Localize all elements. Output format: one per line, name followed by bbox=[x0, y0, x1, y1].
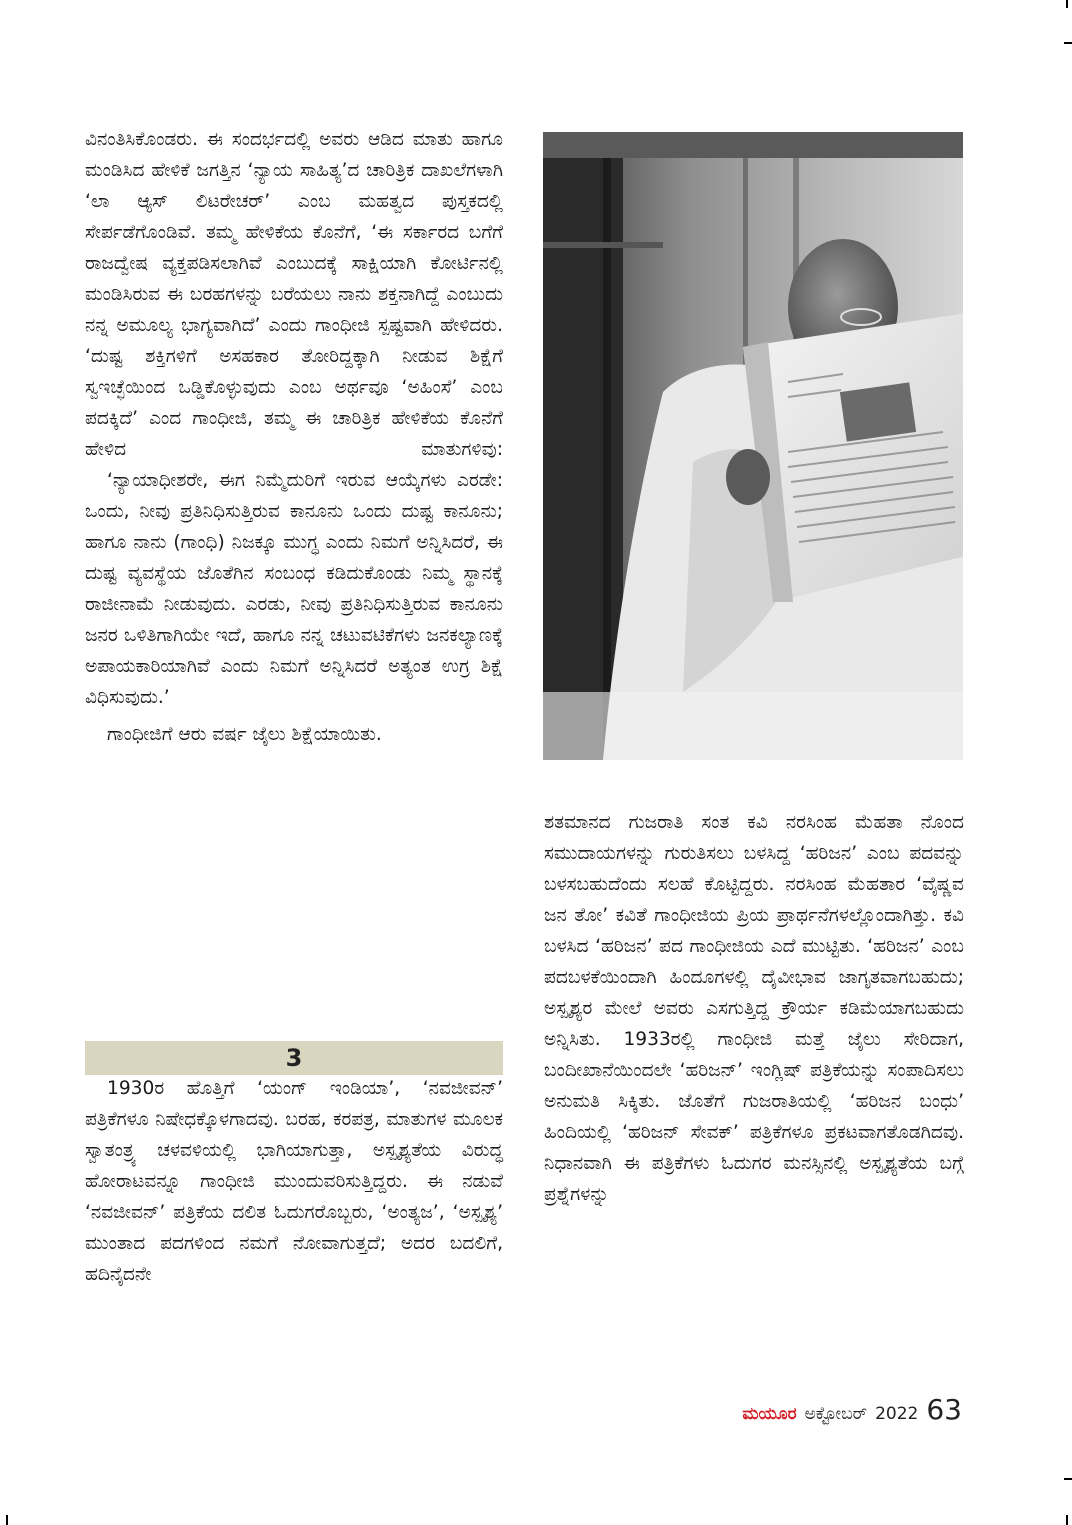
body-paragraph: 1930ರ ಹೊತ್ತಿಗೆ ‘ಯಂಗ್ ಇಂಡಿಯಾ’, ‘ನವಜೀವನ್’ ಪತ್ರಿಕೆಗಳೂ ನಿಷೇಧಕ್ಕೊಳಗಾದವು. ಬರಹ, ಕರಪತ್ರ, ಮಾತುಗಳ ಮೂಲಕ ಸ್ವಾತಂತ್ರ್ಯ ಚಳವಳಿಯಲ್ಲಿ ಭಾಗಿಯಾಗುತ್ತಾ, ಅಸ್ಪೃಶ್ಯತೆಯ ವಿರುದ್ಧ ಹೋರಾಟವನ್ನೂ ಗಾಂಧೀಜಿ ಮುಂದುವರಿಸುತ್ತಿದ್ದರು. ಈ ನಡುವೆ ‘ನವಜೀವನ್’ ಪತ್ರಿಕೆಯ ದಲಿತ ಓದುಗರೊಬ್ಬರು, ‘ಅಂತ್ಯಜ’, ‘ಅಸ್ಪೃಶ್ಯ’ ಮುಂತಾದ ಪದಗಳಿಂದ ನಮಗೆ ನೋವಾಗುತ್ತದೆ; ಅದರ ಬದಲಿಗೆ, ಹದಿನೈದನೇ bbox=[85, 1078, 503, 1285]
page-footer bbox=[742, 1393, 962, 1427]
body-paragraph: ವಿನಂತಿಸಿಕೊಂಡರು. ಈ ಸಂದರ್ಭದಲ್ಲಿ ಅವರು ಆಡಿದ ಮಾತು ಹಾಗೂ ಮಂಡಿಸಿದ ಹೇಳಿಕೆ ಜಗತ್ತಿನ ‘ನ್ಯಾಯ ಸಾಹಿತ್ಯ’ದ ಚಾರಿತ್ರಿಕ ದಾಖಲೆಗಳಾಗಿ ‘ಲಾ ಆ್ಯಸ್ ಲಿಟರೇಚರ್’ ಎಂಬ ಮಹತ್ವದ ಪುಸ್ತಕದಲ್ಲಿ ಸೇರ್ಪಡೆಗೊಂಡಿವೆ. ತಮ್ಮ ಹೇಳಿಕೆಯ ಕೊನೆಗೆ, ‘ಈ ಸರ್ಕಾರದ ಬಗೆಗೆ ರಾಜದ್ವೇಷ ವ್ಯಕ್ತಪಡಿಸಲಾಗಿವೆ ಎಂಬುದಕ್ಕೆ ಸಾಕ್ಷಿಯಾಗಿ ಕೋರ್ಟಿನಲ್ಲಿ ಮಂಡಿಸಿರುವ ಈ ಬರಹಗಳನ್ನು ಬರೆಯಲು ನಾನು ಶಕ್ತನಾಗಿದ್ದೆ ಎಂಬುದು ನನ್ನ ಅಮೂಲ್ಯ ಭಾಗ್ಯವಾಗಿದೆ’ ಎಂದು ಗಾಂಧೀಜಿ ಸ್ಪಷ್ಟವಾಗಿ ಹೇಳಿದರು. ‘ದುಷ್ಟ ಶಕ್ತಿಗಳಿಗೆ ಅಸಹಕಾರ ತೋರಿದ್ದಕ್ಕಾಗಿ ನೀಡುವ ಶಿಕ್ಷೆಗೆ ಸ್ವಇಚ್ಛೆಯಿಂದ ಒಡ್ಡಿಕೊಳ್ಳುವುದು ಎಂಬ ಅರ್ಥವೂ ‘ಅಹಿಂಸೆ’ ಎಂಬ ಪದಕ್ಕಿದೆ’ ಎಂದ ಗಾಂಧೀಜಿ, ತಮ್ಮ ಈ ಚಾರಿತ್ರಿಕ ಹೇಳಿಕೆಯ ಕೊನೆಗೆ ಹೇಳಿದ ಮಾತುಗಳಿವು: bbox=[85, 129, 503, 460]
right-column bbox=[544, 807, 964, 1210]
quote-paragraph: ‘ನ್ಯಾಯಾಧೀಶರೇ, ಈಗ ನಿಮ್ಮೆದುರಿಗೆ ಇರುವ ಆಯ್ಕೆಗಳು ಎರಡೇ: ಒಂದು, ನೀವು ಪ್ರತಿನಿಧಿಸುತ್ತಿರುವ ಕಾನೂನು ಒಂದು ದುಷ್ಟ ಕಾನೂನು; ಹಾಗೂ ನಾನು (ಗಾಂಧಿ) ನಿಜಕ್ಕೂ ಮುಗ್ಧ ಎಂದು ನಿಮಗೆ ಅನ್ನಿಸಿದರೆ, ಈ ದುಷ್ಟ ವ್ಯವಸ್ಥೆಯ ಜೊತೆಗಿನ ಸಂಬಂಧ ಕಡಿದುಕೊಂಡು ನಿಮ್ಮ ಸ್ಥಾನಕ್ಕೆ ರಾಜೀನಾಮೆ ನೀಡುವುದು. ಎರಡು, ನೀವು ಪ್ರತಿನಿಧಿಸುತ್ತಿರುವ ಕಾನೂನು ಜನರ ಒಳಿತಿಗಾಗಿಯೇ ಇದೆ, ಹಾಗೂ ನನ್ನ ಚಟುವಟಿಕೆಗಳು ಜನಕಲ್ಯಾಣಕ್ಕೆ ಅಪಾಯಕಾರಿಯಾಗಿವೆ ಎಂದು ನಿಮಗೆ ಅನ್ನಿಸಿದರೆ ಅತ್ಯಂತ ಉಗ್ರ ಶಿಕ್ಷೆ ವಿಧಿಸುವುದು.’ bbox=[85, 470, 503, 708]
section-body bbox=[85, 1073, 503, 1290]
crop-mark bbox=[1064, 1478, 1072, 1480]
left-column bbox=[85, 124, 503, 750]
crop-mark bbox=[1066, 1515, 1068, 1525]
crop-mark bbox=[6, 1515, 8, 1525]
issue-year: 2022 bbox=[875, 1404, 919, 1424]
body-paragraph: ಗಾಂಧೀಜಿಗೆ ಆರು ವರ್ಷ ಜೈಲು ಶಿಕ್ಷೆಯಾಯಿತು. bbox=[107, 724, 382, 745]
body-paragraph: ಶತಮಾನದ ಗುಜರಾತಿ ಸಂತ ಕವಿ ನರಸಿಂಹ ಮೆಹತಾ ನೊಂದ ಸಮುದಾಯಗಳನ್ನು ಗುರುತಿಸಲು ಬಳಸಿದ್ದ ‘ಹರಿಜನ’ ಎಂಬ ಪದವನ್ನು ಬಳಸಬಹುದೆಂದು ಸಲಹೆ ಕೊಟ್ಟಿದ್ದರು. ನರಸಿಂಹ ಮೆಹತಾರ ‘ವೈಷ್ಣವ ಜನ ತೋ’ ಕವಿತೆ ಗಾಂಧೀಜಿಯ ಪ್ರಿಯ ಪ್ರಾರ್ಥನೆಗಳಲ್ಲೊಂದಾಗಿತ್ತು. ಕವಿ ಬಳಸಿದ ‘ಹರಿಜನ’ ಪದ ಗಾಂಧೀಜಿಯ ಎದೆ ಮುಟ್ಟಿತು. ‘ಹರಿಜನ’ ಎಂಬ ಪದಬಳಕೆಯಿಂದಾಗಿ ಹಿಂದೂಗಳಲ್ಲಿ ದೈವೀಭಾವ ಜಾಗೃತವಾಗಬಹುದು; ಅಸ್ಪೃಶ್ಯರ ಮೇಲೆ ಅವರು ಎಸಗುತ್ತಿದ್ದ ಕ್ರೌರ್ಯ ಕಡಿಮೆಯಾಗಬಹುದು ಅನ್ನಿಸಿತು. 1933ರಲ್ಲಿ ಗಾಂಧೀಜಿ ಮತ್ತೆ ಜೈಲು ಸೇರಿದಾಗ, ಬಂದೀಖಾನೆಯಿಂದಲೇ ‘ಹರಿಜನ್’ ಇಂಗ್ಲಿಷ್ ಪತ್ರಿಕೆಯನ್ನು ಸಂಪಾದಿಸಲು ಅನುಮತಿ ಸಿಕ್ಕಿತು. ಜೊತೆಗೆ ಗುಜರಾತಿಯಲ್ಲಿ ‘ಹರಿಜನ ಬಂಧು’ ಹಿಂದಿಯಲ್ಲಿ ‘ಹರಿಜನ್ ಸೇವಕ್’ ಪತ್ರಿಕೆಗಳೂ ಪ್ರಕಟವಾಗತೊಡಗಿದವು. ನಿಧಾನವಾಗಿ ಈ ಪತ್ರಿಕೆಗಳು ಓದುಗರ ಮನಸ್ಸಿನಲ್ಲಿ ಅಸ್ಪೃಶ್ಯತೆಯ ಬಗ್ಗೆ ಪ್ರಶ್ನೆಗಳನ್ನು bbox=[544, 812, 964, 1205]
page-number: 63 bbox=[926, 1393, 962, 1426]
crop-mark bbox=[1066, 0, 1068, 8]
magazine-name: ಮಯೂರ bbox=[742, 1404, 797, 1424]
crop-mark bbox=[1064, 42, 1072, 44]
section-heading: 3 bbox=[85, 1041, 503, 1075]
issue-month: ಅಕ್ಟೋಬರ್ bbox=[804, 1404, 868, 1424]
photo-gandhi-reading-newspaper bbox=[543, 132, 963, 760]
